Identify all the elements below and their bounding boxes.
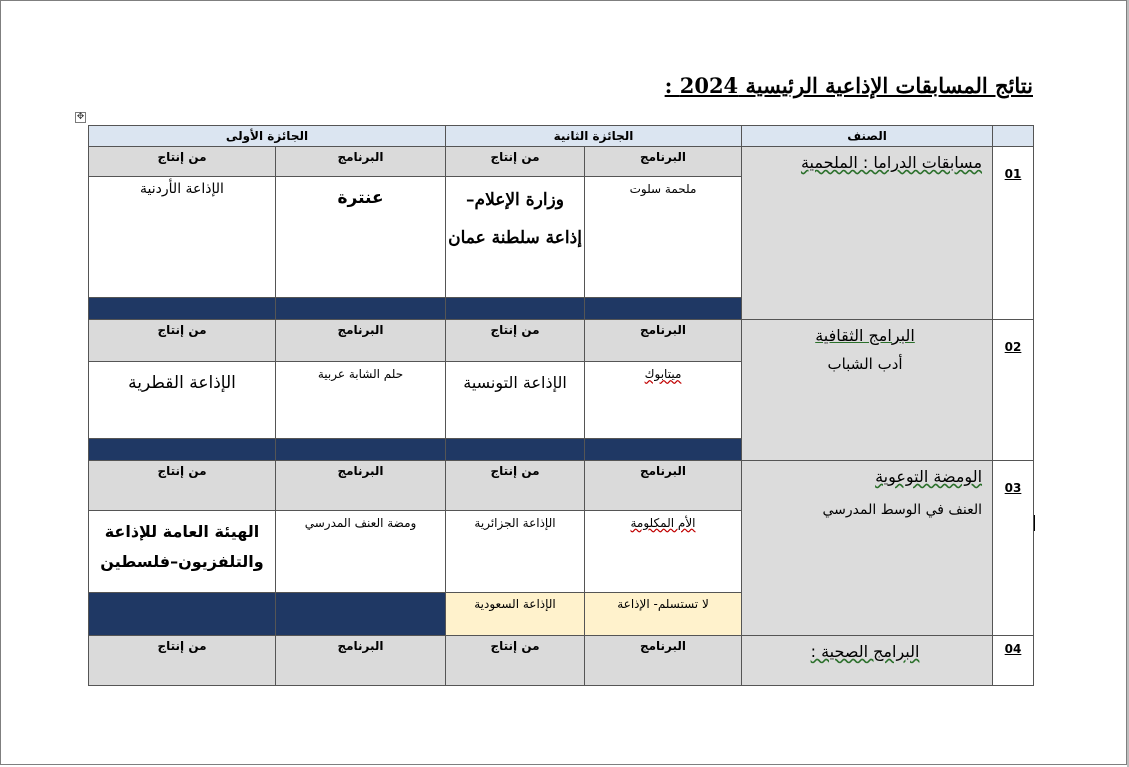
separator-cell (89, 438, 276, 460)
separator-cell (585, 297, 742, 319)
separator-cell (446, 297, 585, 319)
row-number: 03 (993, 460, 1034, 635)
row-number: 02 (993, 320, 1034, 461)
category-title: الومضة التوعوية (875, 466, 983, 486)
category-cell (742, 320, 993, 461)
separator-cell (585, 438, 742, 460)
program-label: البرنامج (276, 320, 446, 362)
results-table (88, 125, 1034, 686)
producer-label: من إنتاج (446, 320, 585, 362)
producer-label: من إنتاج (89, 320, 276, 362)
program-label: البرنامج (585, 635, 742, 685)
second-program: ملحمة سلوت (585, 177, 742, 298)
first-producer: الإذاعة القطرية (89, 362, 276, 438)
second-producer: الإذاعة التونسية (446, 362, 585, 438)
category-title: مسابقات الدراما : الملحمية (800, 153, 983, 173)
producer-label: من إنتاج (89, 460, 276, 510)
first-program: ومضة العنف المدرسي (276, 511, 446, 593)
category-title: البرامج الثقافية (815, 326, 915, 346)
table-row (89, 460, 1034, 510)
header-second-prize: الجائزة الثانية (446, 126, 742, 147)
header-row (89, 126, 1034, 147)
program-label: البرنامج (276, 460, 446, 510)
first-program: عنترة (276, 177, 446, 298)
header-category: الصنف (742, 126, 993, 147)
header-number-cell (993, 126, 1034, 147)
separator-cell (276, 593, 446, 635)
first-producer: الإذاعة الأردنية (89, 177, 276, 298)
second-program-text: الأم المكلومة (630, 516, 696, 531)
producer-label: من إنتاج (89, 635, 276, 685)
table-row (89, 635, 1034, 685)
table-move-handle-icon[interactable]: ✥ (76, 112, 85, 122)
category-cell (742, 635, 993, 685)
separator-cell (276, 438, 446, 460)
header-first-prize: الجائزة الأولى (89, 126, 446, 147)
second-program-text: ميتابوك (644, 367, 682, 382)
category-cell (742, 147, 993, 320)
row-number: 01 (993, 147, 1034, 320)
producer-label: من إنتاج (446, 460, 585, 510)
program-label: البرنامج (276, 635, 446, 685)
second-program (585, 511, 742, 593)
second-program (585, 362, 742, 438)
first-producer: الهيئة العامة للإذاعة والتلفزيون–فلسطين (89, 511, 276, 593)
separator-cell (89, 593, 276, 635)
separator-cell (446, 438, 585, 460)
extra-producer: الإذاعة السعودية (446, 593, 585, 635)
second-producer: الإذاعة الجزائرية (446, 511, 585, 593)
text-cursor (1034, 515, 1035, 531)
table-row (89, 147, 1034, 177)
program-label: البرنامج (585, 320, 742, 362)
category-subtitle: أدب الشباب (827, 355, 903, 374)
second-producer: وزارة الإعلام– إذاعة سلطنة عمان (446, 177, 585, 298)
first-program: حلم الشابة عربية (276, 362, 446, 438)
category-title: البرامج الصحية : (810, 641, 920, 661)
producer-label: من إنتاج (446, 635, 585, 685)
extra-program: لا تستسلم- الإذاعة (585, 593, 742, 635)
category-cell (742, 460, 993, 635)
producer-label: من إنتاج (446, 147, 585, 177)
category-subtitle: العنف في الوسط المدرسي (822, 501, 983, 518)
program-label: البرنامج (276, 147, 446, 177)
separator-cell (89, 297, 276, 319)
program-label: البرنامج (585, 147, 742, 177)
program-label: البرنامج (585, 460, 742, 510)
row-number: 04 (993, 635, 1034, 685)
producer-label: من إنتاج (89, 147, 276, 177)
page-title: نتائج المسابقات الإذاعية الرئيسية 2024 : (664, 73, 1033, 98)
table-row (89, 320, 1034, 362)
separator-cell (276, 297, 446, 319)
